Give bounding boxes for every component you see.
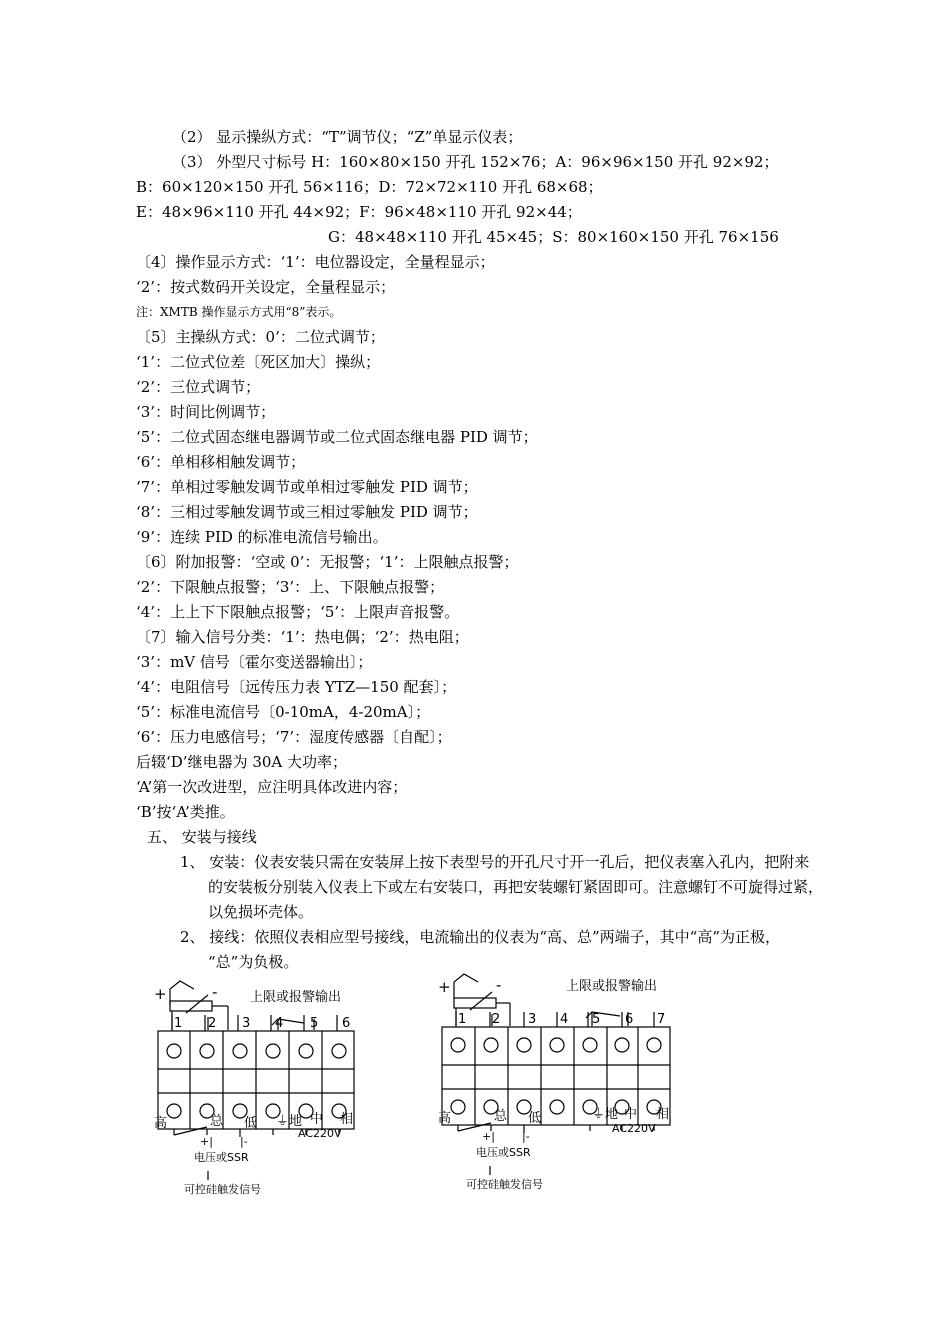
terminal-label-neutral: 中 [624, 1107, 638, 1122]
terminal-screw [484, 1038, 498, 1052]
terminal-screw [233, 1044, 247, 1058]
terminal-label-low: 低 [528, 1111, 542, 1126]
ac220v-label: AC220V [298, 1127, 342, 1140]
terminal-number: 5 [592, 1012, 601, 1027]
plus-sign: + [154, 985, 167, 1003]
rheostat-arrow [186, 995, 208, 1013]
item-5-option-8: ‘8’：三相过零触发调节或三相过零触发 PID 调节； [136, 503, 478, 521]
terminal-screw [647, 1038, 661, 1052]
voltage-ssr-label: 电压或SSR [476, 1146, 531, 1159]
item-5-option-5: ‘5’：二位式固态继电器调节或二位式固态继电器 PID 调节； [136, 428, 538, 446]
terminal-label-total: 总 [210, 1114, 224, 1129]
ac220v-label: AC220V [612, 1122, 656, 1135]
wiring-diagram-6-terminal-svg [150, 975, 400, 1200]
item-7-option-3: ‘3’：mV 信号〔霍尔变送器输出〕； [136, 653, 373, 671]
signal-plus: +| [200, 1135, 213, 1148]
terminal-number: 7 [657, 1012, 666, 1027]
terminal-number: 3 [528, 1012, 537, 1027]
terminal-number: 1 [174, 1016, 183, 1031]
terminal-number: 1 [458, 1012, 467, 1027]
alarm-output-label: 上限或报警输出 [250, 990, 342, 1005]
plus-sign: + [438, 978, 451, 996]
install-step-1-end: 以免损坏壳体。 [208, 903, 314, 921]
terminal-screw [332, 1044, 346, 1058]
terminal-screw [517, 1038, 531, 1052]
terminal-screw [167, 1104, 181, 1118]
signal-plus: +| [482, 1130, 495, 1143]
suffix-d: 后辍‘D’继电器为 30A 大功率； [136, 753, 348, 771]
terminal-number: 6 [342, 1016, 351, 1031]
dimensions-e-f: E：48×96×110 开孔 44×92；F：96×48×110 开孔 92×44； [136, 203, 582, 221]
terminal-number: 4 [275, 1016, 284, 1031]
terminal-label-ground: ⏚地 [276, 1114, 303, 1129]
terminal-label-neutral: 中 [310, 1112, 324, 1127]
terminal-screw [615, 1038, 629, 1052]
terminal-number: 2 [208, 1016, 217, 1031]
wiring-step-2-cont: “总”为负极。 [208, 953, 299, 971]
item-5-option-6: ‘6’：单相移相触发调节； [136, 453, 306, 471]
minus-sign: - [212, 983, 218, 1001]
item-5-option-2: ‘2’：三位式调节； [136, 378, 261, 396]
terminal-label-high: 高 [438, 1111, 452, 1126]
item-3-dimensions: （3） 外型尺寸标号 H：160×80×150 开孔 152×76；A：96×96×150 开孔 92×92； [172, 153, 779, 171]
dimensions-g-s: G：48×48×110 开孔 45×45；S：80×160×150 开孔 76×156 [328, 228, 779, 246]
item-6-option-2-3: ‘2’：下限触点报警；‘3’：上、下限触点报警； [136, 578, 445, 596]
terminal-screw [299, 1044, 313, 1058]
terminal-label-low: 低 [244, 1116, 258, 1131]
item-5-option-3: ‘3’：时间比例调节； [136, 403, 276, 421]
item-5-main-control: 〔5〕主操纵方式：0’：二位式调节； [136, 328, 385, 346]
scr-trigger-label: 可控硅触发信号 [184, 1183, 261, 1196]
item-7-option-6-7: ‘6’：压力电感信号；‘7’：湿度传感器〔自配〕； [136, 728, 452, 746]
scr-trigger-label: 可控硅触发信号 [466, 1178, 543, 1191]
terminal-label-phase: 相 [656, 1107, 670, 1122]
item-7-input-signal: 〔7〕输入信号分类：‘1’：热电偶；‘2’：热电阻； [136, 628, 469, 646]
terminal-label-ground: ⏚地 [592, 1107, 619, 1122]
terminal-screw [451, 1100, 465, 1114]
item-6-option-4-5: ‘4’：上上下下限触点报警；‘5’：上限声音报警。 [136, 603, 460, 621]
terminal-label-high: 高 [154, 1116, 168, 1131]
terminal-number: 5 [310, 1016, 319, 1031]
terminal-screw [266, 1044, 280, 1058]
install-step-1-cont: 的安装板分别装入仪表上下或左右安装口，再把安装螺钉紧固即可。注意螺钉不可旋得过紧， [208, 878, 824, 896]
item-5-option-9: ‘9’：连续 PID 的标准电流信号输出。 [136, 528, 388, 546]
item-5-option-1: ‘1’：二位式位差〔死区加大〕操纵； [136, 353, 381, 371]
terminal-number: 2 [492, 1012, 501, 1027]
install-step-1: 1、 安装：仪表安装只需在安装屏上按下表型号的开孔尺寸开一孔后，把仪表塞入孔内，把附来 [180, 853, 810, 871]
minus-sign: - [496, 976, 502, 994]
item-4-option-2: ‘2’：按式数码开关设定，全量程显示； [136, 278, 396, 296]
terminal-number: 4 [560, 1012, 569, 1027]
item-7-option-5: ‘5’：标准电流信号〔0-10mA，4-20mA〕； [136, 703, 431, 721]
section-5-heading: 五、 安装与接线 [147, 828, 257, 846]
item-6-alarm: 〔6〕附加报警：‘空或 0’：无报警；‘1’：上限触点报警； [136, 553, 519, 571]
terminal-label-total: 总 [494, 1109, 508, 1124]
item-2-display-mode: （2） 显示操纵方式：“T”调节仪；“Z”单显示仪表； [172, 128, 523, 146]
voltage-ssr-label: 电压或SSR [194, 1151, 249, 1164]
terminal-screw [550, 1100, 564, 1114]
item-7-option-4: ‘4’：电阻信号〔远传压力表 YTZ—150 配套〕； [136, 678, 457, 696]
terminal-screw [167, 1044, 181, 1058]
terminal-label-phase: 相 [340, 1112, 354, 1127]
terminal-screw [200, 1044, 214, 1058]
terminal-screw [583, 1038, 597, 1052]
signal-minus: |- [240, 1135, 248, 1148]
terminal-number: 6 [625, 1012, 634, 1027]
wiring-diagram-7-terminal [432, 968, 692, 1198]
alarm-output-label: 上限或报警输出 [566, 979, 658, 994]
suffix-a: ‘A’第一次改进型，应注明具体改进内容； [136, 778, 408, 796]
item-4-operation-display: 〔4〕操作显示方式：‘1’：电位器设定，全量程显示； [136, 253, 495, 271]
signal-minus: |- [522, 1130, 530, 1143]
terminal-number: 3 [242, 1016, 251, 1031]
terminal-screw [451, 1038, 465, 1052]
note-xmtb: 注：XMTB 操作显示方式用“8”表示。 [136, 305, 342, 319]
wiring-diagram-7-terminal-svg [432, 968, 692, 1198]
dimensions-b-d: B：60×120×150 开孔 56×116；D：72×72×110 开孔 68×68； [136, 178, 603, 196]
item-5-option-7: ‘7’：单相过零触发调节或单相过零触发 PID 调节； [136, 478, 478, 496]
terminal-screw [550, 1038, 564, 1052]
wiring-step-2: 2、 接线：依照仪表相应型号接线，电流输出的仪表为“高、总”两端子，其中“高”为正极， [180, 928, 780, 946]
wiring-diagram-6-terminal [150, 975, 400, 1200]
suffix-b: ‘B’按‘A’类推。 [136, 803, 235, 821]
